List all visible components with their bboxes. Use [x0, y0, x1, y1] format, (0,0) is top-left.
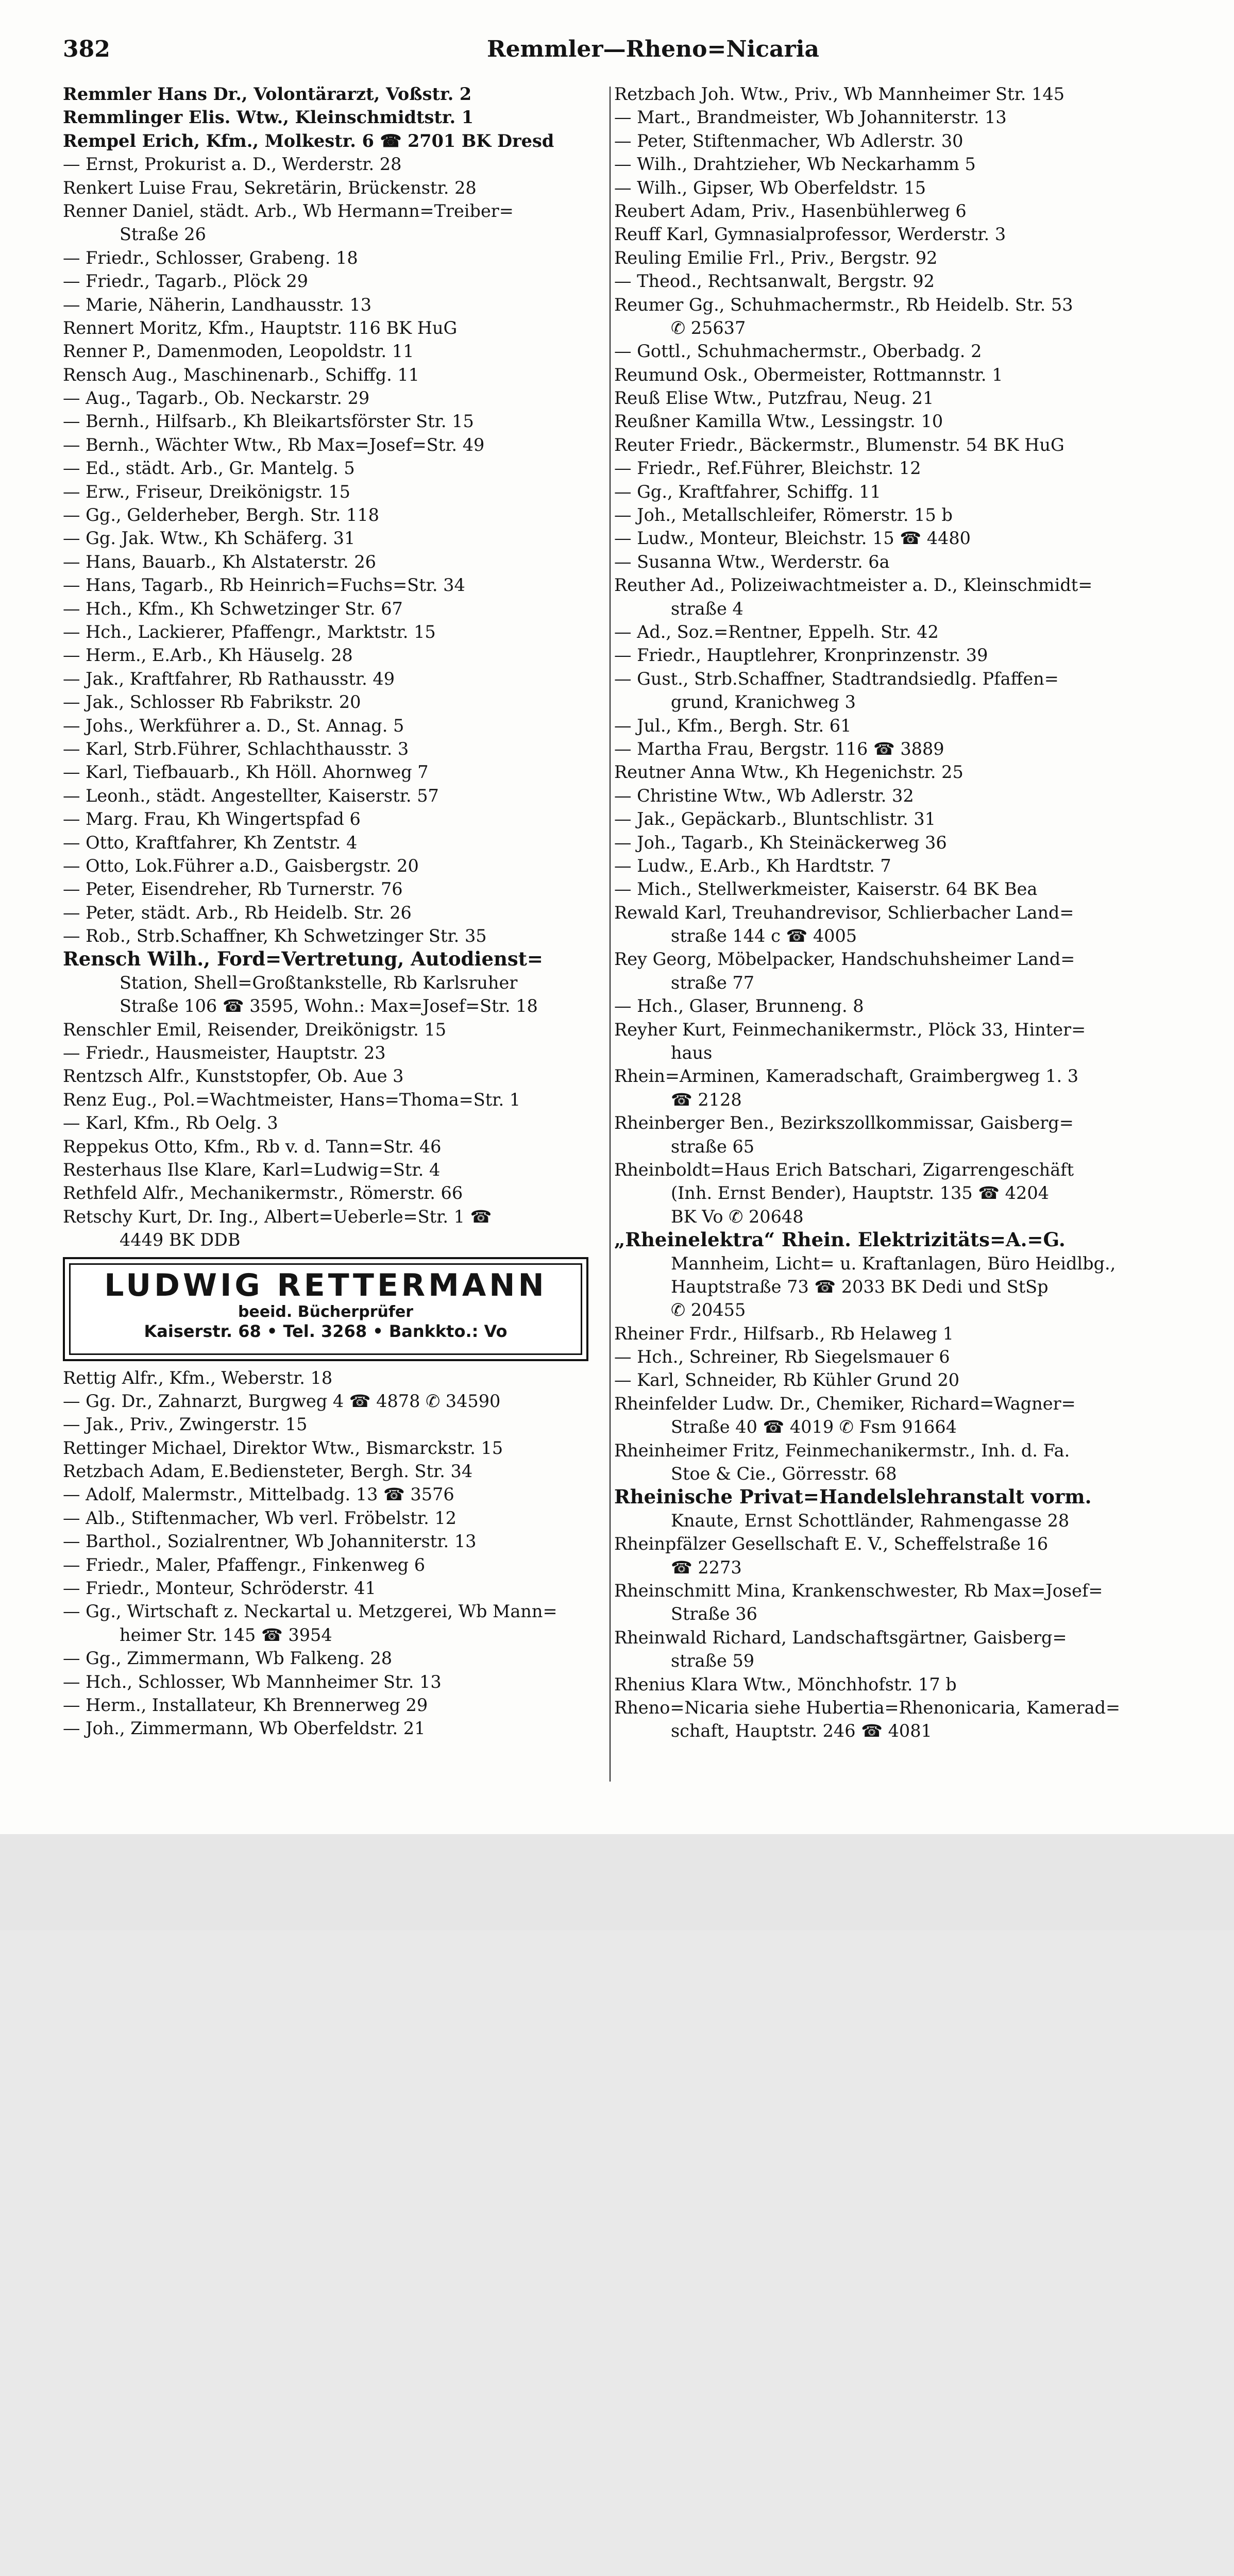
directory-entry: — Jul., Kfm., Bergh. Str. 61	[614, 715, 852, 736]
directory-entry: — Mart., Brandmeister, Wb Johanniterstr. 13	[614, 107, 1007, 128]
directory-entry: Retschy Kurt, Dr. Ing., Albert=Ueberle=Str. 1 ☎	[63, 1206, 492, 1227]
directory-entry: Station, Shell=Großtankstelle, Rb Karlsruher	[120, 972, 518, 993]
directory-entry: Reumund Osk., Obermeister, Rottmannstr. 1	[614, 364, 1003, 385]
directory-entry: straße 59	[671, 1651, 755, 1671]
directory-entry: — Leonh., städt. Angestellter, Kaiserstr. 57	[63, 785, 439, 806]
directory-entry: — Otto, Lok.Führer a.D., Gaisbergstr. 20	[63, 855, 419, 876]
directory-entry: — Hans, Bauarb., Kh Alstaterstr. 26	[63, 551, 376, 572]
directory-entry: Rensch Wilh., Ford=Vertretung, Autodienst=	[63, 947, 543, 971]
directory-entry: Rheinpfälzer Gesellschaft E. V., Scheffelstraße 16	[614, 1534, 1049, 1554]
directory-entry: Reuff Karl, Gymnasialprofessor, Werderstr. 3	[614, 224, 1006, 245]
directory-entry: „Rheinelektra“ Rhein. Elektrizitäts=A.=G.	[614, 1228, 1066, 1251]
directory-entry: — Marie, Näherin, Landhausstr. 13	[63, 294, 372, 315]
directory-entry: — Rob., Strb.Schaffner, Kh Schwetzinger Str. 35	[63, 926, 487, 946]
directory-entry: Reuß Elise Wtw., Putzfrau, Neug. 21	[614, 388, 934, 409]
directory-entry: Retzbach Joh. Wtw., Priv., Wb Mannheimer Str. 145	[614, 84, 1065, 104]
directory-entry: — Friedr., Tagarb., Plöck 29	[63, 271, 308, 292]
directory-entry: Mannheim, Licht= u. Kraftanlagen, Büro Heidlbg.,	[671, 1253, 1116, 1274]
directory-entry: — Karl, Strb.Führer, Schlachthausstr. 3	[63, 738, 409, 759]
directory-entry: Hauptstraße 73 ☎ 2033 BK Dedi und StSp	[671, 1276, 1049, 1297]
directory-entry: 4449 BK DDB	[120, 1230, 241, 1250]
directory-entry: Reuther Ad., Polizeiwachtmeister a. D., Kleinschmidt=	[614, 575, 1093, 596]
directory-entry: — Friedr., Hausmeister, Hauptstr. 23	[63, 1043, 386, 1063]
directory-entry: — Friedr., Ref.Führer, Bleichstr. 12	[614, 458, 921, 479]
right-entries	[614, 82, 1155, 1743]
advertisement-address: Kaiserstr. 68 • Tel. 3268 • Bankkto.: Vo	[144, 1321, 508, 1341]
directory-entry: straße 65	[671, 1136, 755, 1157]
directory-entry: Rennert Moritz, Kfm., Hauptstr. 116 BK HuG	[63, 317, 458, 338]
directory-entry: Rheinheimer Fritz, Feinmechanikermstr., Inh. d. Fa.	[614, 1440, 1070, 1461]
directory-entry: Renkert Luise Frau, Sekretärin, Brückenstr. 28	[63, 177, 477, 198]
directory-entry: — Gg., Kraftfahrer, Schiffg. 11	[614, 481, 881, 502]
directory-entry: — Martha Frau, Bergstr. 116 ☎ 3889	[614, 738, 944, 759]
directory-entry: — Gg., Wirtschaft z. Neckartal u. Metzgerei, Wb Mann=	[63, 1601, 557, 1622]
advertisement-inner-frame	[69, 1263, 582, 1355]
directory-entry: — Herm., Installateur, Kh Brennerweg 29	[63, 1695, 428, 1715]
footer-bar	[0, 1834, 1234, 1930]
directory-entry: Rettinger Michael, Direktor Wtw., Bismarckstr. 15	[63, 1437, 503, 1458]
directory-entry: — Gg. Jak. Wtw., Kh Schäferg. 31	[63, 528, 356, 549]
directory-entry: Resterhaus Ilse Klare, Karl=Ludwig=Str. 4	[63, 1159, 441, 1180]
directory-entry: — Joh., Tagarb., Kh Steinäckerweg 36	[614, 832, 947, 853]
directory-entry: — Mich., Stellwerkmeister, Kaiserstr. 64 BK Bea	[614, 879, 1038, 900]
directory-entry: — Susanna Wtw., Werderstr. 6a	[614, 551, 890, 572]
directory-entry: — Joh., Zimmermann, Wb Oberfeldstr. 21	[63, 1718, 426, 1739]
directory-entry: — Peter, städt. Arb., Rb Heidelb. Str. 26	[63, 902, 412, 923]
directory-entry: — Friedr., Schlosser, Grabeng. 18	[63, 247, 358, 268]
directory-entry: — Karl, Schneider, Rb Kühler Grund 20	[614, 1370, 960, 1391]
directory-entry: — Friedr., Maler, Pfaffengr., Finkenweg 6	[63, 1554, 426, 1575]
directory-entry: Stoe & Cie., Görresstr. 68	[671, 1464, 897, 1484]
directory-entry: Renner Daniel, städt. Arb., Wb Hermann=Treiber=	[63, 200, 514, 221]
advertisement-name: LUDWIG RETTERMANN	[104, 1267, 547, 1303]
directory-entry: Knaute, Ernst Schottländer, Rahmengasse 28	[671, 1510, 1070, 1531]
directory-entry: — Gg., Zimmermann, Wb Falkeng. 28	[63, 1648, 393, 1669]
directory-entry: — Theod., Rechtsanwalt, Bergstr. 92	[614, 271, 935, 292]
directory-entry: Reußner Kamilla Wtw., Lessingstr. 10	[614, 411, 943, 432]
page-number: 382	[63, 36, 110, 62]
directory-entry: — Otto, Kraftfahrer, Kh Zentstr. 4	[63, 832, 358, 853]
directory-entry: — Herm., E.Arb., Kh Häuselg. 28	[63, 645, 353, 666]
column-divider	[610, 87, 611, 1782]
directory-entry: Reutner Anna Wtw., Kh Hegenichstr. 25	[614, 762, 963, 783]
directory-entry: Rentzsch Alfr., Kunststopfer, Ob. Aue 3	[63, 1066, 404, 1087]
directory-entry: — Hch., Glaser, Brunneng. 8	[614, 996, 864, 1016]
directory-entry: Reuter Friedr., Bäckermstr., Blumenstr. 54 BK HuG	[614, 434, 1064, 455]
left-entries-continued	[63, 1366, 603, 1740]
directory-entry: schaft, Hauptstr. 246 ☎ 4081	[671, 1721, 932, 1741]
directory-entry: — Marg. Frau, Kh Wingertspfad 6	[63, 809, 361, 829]
directory-entry: — Hch., Lackierer, Pfaffengr., Marktstr. 15	[63, 621, 436, 642]
directory-entry: Rheiner Frdr., Hilfsarb., Rb Helaweg 1	[614, 1323, 954, 1344]
directory-entry: Rheinberger Ben., Bezirkszollkommissar, Gaisberg=	[614, 1113, 1074, 1133]
directory-entry: — Ludw., E.Arb., Kh Hardtstr. 7	[614, 855, 891, 876]
directory-entry: — Peter, Stiftenmacher, Wb Adlerstr. 30	[614, 130, 963, 151]
directory-entry: Straße 26	[120, 224, 206, 245]
directory-entry: — Ad., Soz.=Rentner, Eppelh. Str. 42	[614, 621, 939, 642]
directory-entry: — Erw., Friseur, Dreikönigstr. 15	[63, 481, 350, 502]
directory-entry: Renz Eug., Pol.=Wachtmeister, Hans=Thoma=Str. 1	[63, 1089, 521, 1110]
directory-entry: ☎ 2128	[671, 1089, 742, 1110]
left-entries	[63, 82, 603, 1252]
directory-entry: Renschler Emil, Reisender, Dreikönigstr. 15	[63, 1019, 447, 1040]
directory-entry: Rheinboldt=Haus Erich Batschari, Zigarrengeschäft	[614, 1159, 1074, 1180]
directory-entry: — Gg. Dr., Zahnarzt, Burgweg 4 ☎ 4878 ✆ 34590	[63, 1391, 501, 1411]
directory-entry: Rheno=Nicaria siehe Hubertia=Rhenonicaria, Kamerad=	[614, 1697, 1121, 1718]
directory-entry: heimer Str. 145 ☎ 3954	[120, 1624, 332, 1645]
directory-entry: Rheinische Privat=Handelslehranstalt vorm.	[614, 1485, 1092, 1509]
directory-entry: — Bernh., Hilfsarb., Kh Bleikartsförster Str. 15	[63, 411, 474, 432]
directory-entry: — Friedr., Monteur, Schröderstr. 41	[63, 1578, 376, 1599]
directory-entry: — Jak., Schlosser Rb Fabrikstr. 20	[63, 692, 361, 713]
advertisement-subtitle: beeid. Bücherprüfer	[238, 1302, 414, 1321]
directory-entry: Rensch Aug., Maschinenarb., Schiffg. 11	[63, 364, 420, 385]
directory-entry: ✆ 25637	[671, 317, 746, 338]
directory-entry: — Alb., Stiftenmacher, Wb verl. Fröbelstr. 12	[63, 1507, 457, 1528]
directory-entry: — Barthol., Sozialrentner, Wb Johanniterstr. 13	[63, 1531, 477, 1552]
directory-entry: — Ludw., Monteur, Bleichstr. 15 ☎ 4480	[614, 528, 971, 549]
directory-entry: — Gottl., Schuhmachermstr., Oberbadg. 2	[614, 341, 982, 362]
directory-entry: straße 4	[671, 598, 743, 619]
directory-entry: Rheinwald Richard, Landschaftsgärtner, Gaisberg=	[614, 1627, 1067, 1648]
directory-entry: Rhein=Arminen, Kameradschaft, Graimbergweg 1. 3	[614, 1066, 1079, 1087]
directory-entry: Remmlinger Elis. Wtw., Kleinschmidtstr. 1	[63, 107, 474, 128]
directory-entry: ☎ 2273	[671, 1557, 742, 1578]
directory-entry: Reumer Gg., Schuhmachermstr., Rb Heidelb. Str. 53	[614, 294, 1073, 315]
directory-entry: Retzbach Adam, E.Bediensteter, Bergh. Str. 34	[63, 1461, 473, 1482]
directory-entry: — Karl, Tiefbauarb., Kh Höll. Ahornweg 7	[63, 762, 429, 783]
directory-entry: — Aug., Tagarb., Ob. Neckarstr. 29	[63, 388, 370, 409]
directory-entry: — Hch., Schreiner, Rb Siegelsmauer 6	[614, 1347, 950, 1367]
directory-entry: — Jak., Gepäckarb., Bluntschlistr. 31	[614, 809, 936, 829]
directory-entry: — Jak., Priv., Zwingerstr. 15	[63, 1414, 308, 1435]
directory-entry: Rhenius Klara Wtw., Mönchhofstr. 17 b	[614, 1674, 957, 1694]
directory-entry: straße 77	[671, 972, 755, 993]
directory-entry: — Wilh., Gipser, Wb Oberfeldstr. 15	[614, 177, 926, 198]
directory-entry: Rempel Erich, Kfm., Molkestr. 6 ☎ 2701 BK Dresd	[63, 130, 554, 151]
directory-entry: Remmler Hans Dr., Volontärarzt, Voßstr. 2	[63, 84, 472, 104]
directory-entry: Renner P., Damenmoden, Leopoldstr. 11	[63, 341, 414, 362]
directory-entry: Reppekus Otto, Kfm., Rb v. d. Tann=Str. 46	[63, 1136, 442, 1157]
directory-entry: Reubert Adam, Priv., Hasenbühlerweg 6	[614, 200, 967, 221]
directory-entry: — Johs., Werkführer a. D., St. Annag. 5	[63, 715, 404, 736]
directory-entry: Reuling Emilie Frl., Priv., Bergstr. 92	[614, 247, 938, 268]
directory-entry: — Karl, Kfm., Rb Oelg. 3	[63, 1113, 278, 1133]
directory-entry: Rethfeld Alfr., Mechanikermstr., Römerstr. 66	[63, 1183, 463, 1204]
page-title: Remmler—Rheno=Nicaria	[487, 36, 819, 62]
directory-entry: — Christine Wtw., Wb Adlerstr. 32	[614, 785, 914, 806]
directory-entry: — Gust., Strb.Schaffner, Stadtrandsiedlg. Pfaffen=	[614, 668, 1059, 689]
directory-entry: — Ed., städt. Arb., Gr. Mantelg. 5	[63, 458, 355, 479]
directory-entry: ✆ 20455	[671, 1300, 746, 1320]
directory-entry: Rey Georg, Möbelpacker, Handschuhsheimer Land=	[614, 949, 1075, 970]
directory-entry: — Wilh., Drahtzieher, Wb Neckarhamm 5	[614, 154, 976, 175]
directory-entry: Straße 106 ☎ 3595, Wohn.: Max=Josef=Str. 18	[120, 996, 538, 1016]
directory-entry: — Joh., Metallschleifer, Römerstr. 15 b	[614, 505, 953, 526]
advertisement-box	[63, 1257, 588, 1361]
directory-entry: Rheinschmitt Mina, Krankenschwester, Rb Max=Josef=	[614, 1581, 1103, 1601]
directory-entry: BK Vo ✆ 20648	[671, 1206, 804, 1227]
directory-entry: straße 144 c ☎ 4005	[671, 926, 857, 946]
right-column	[614, 82, 1155, 1743]
directory-entry: — Hch., Kfm., Kh Schwetzinger Str. 67	[63, 598, 403, 619]
directory-entry: — Peter, Eisendreher, Rb Turnerstr. 76	[63, 879, 403, 900]
directory-entry: Rewald Karl, Treuhandrevisor, Schlierbacher Land=	[614, 902, 1074, 923]
directory-entry: Straße 36	[671, 1604, 757, 1624]
directory-entry: grund, Kranichweg 3	[671, 692, 856, 713]
directory-entry: — Jak., Kraftfahrer, Rb Rathausstr. 49	[63, 668, 395, 689]
directory-entry: — Hch., Schlosser, Wb Mannheimer Str. 13	[63, 1671, 442, 1692]
directory-entry: — Gg., Gelderheber, Bergh. Str. 118	[63, 505, 379, 526]
directory-entry: — Friedr., Hauptlehrer, Kronprinzenstr. 39	[614, 645, 988, 666]
directory-entry: — Ernst, Prokurist a. D., Werderstr. 28	[63, 154, 402, 175]
directory-entry: (Inh. Ernst Bender), Hauptstr. 135 ☎ 4204	[671, 1183, 1049, 1204]
directory-entry: Rettig Alfr., Kfm., Weberstr. 18	[63, 1367, 333, 1388]
directory-entry: Straße 40 ☎ 4019 ✆ Fsm 91664	[671, 1417, 957, 1437]
directory-entry: — Hans, Tagarb., Rb Heinrich=Fuchs=Str. 34	[63, 575, 465, 596]
left-column	[63, 82, 603, 1740]
directory-entry: Rheinfelder Ludw. Dr., Chemiker, Richard=Wagner=	[614, 1393, 1076, 1414]
directory-entry: — Adolf, Malermstr., Mittelbadg. 13 ☎ 3576	[63, 1484, 454, 1505]
directory-entry: — Bernh., Wächter Wtw., Rb Max=Josef=Str. 49	[63, 434, 485, 455]
directory-entry: Reyher Kurt, Feinmechanikermstr., Plöck 33, Hinter=	[614, 1019, 1086, 1040]
directory-entry: haus	[671, 1043, 713, 1063]
